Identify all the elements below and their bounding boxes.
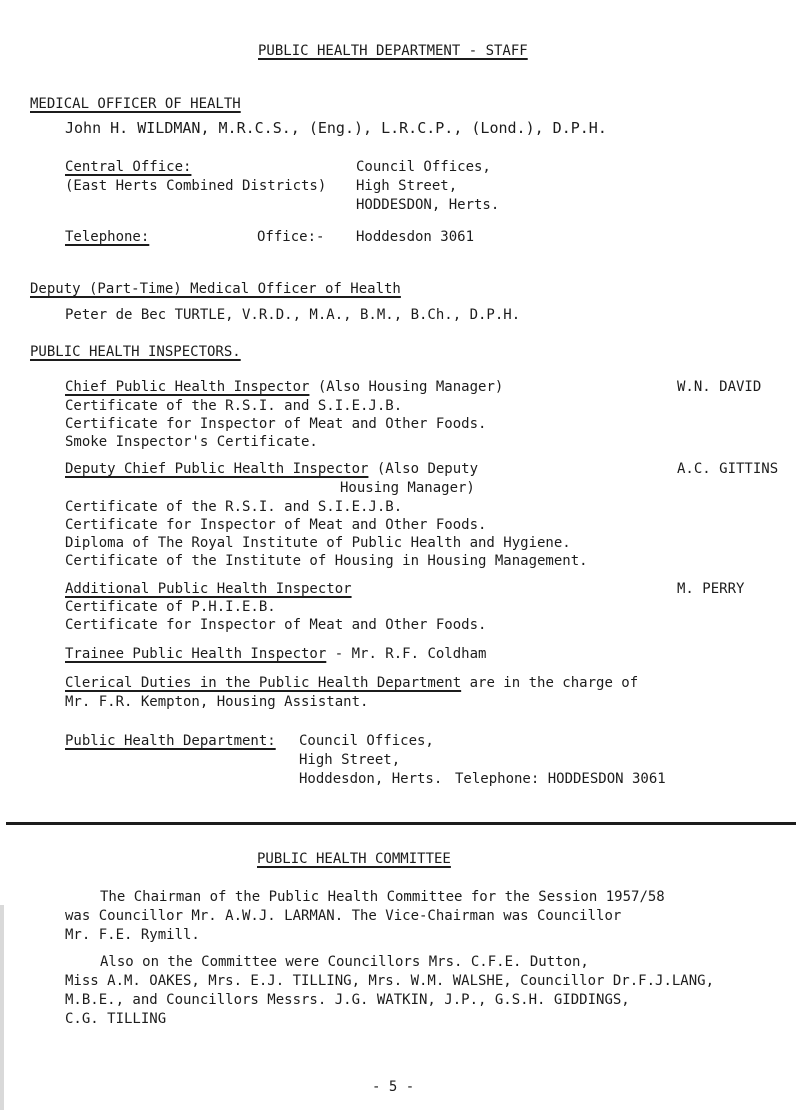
additional-inspector-qualification: Certificate for Inspector of Meat and Other Foods. [65, 617, 487, 633]
committee-paragraph-2-line: M.B.E., and Councillors Messrs. J.G. WATKIN, J.P., G.S.H. GIDDINGS, [65, 992, 630, 1008]
telephone-label: Telephone: [65, 229, 150, 245]
department-address-line-2: High Street, [299, 752, 401, 768]
moh-address-line-2: High Street, [356, 178, 458, 194]
additional-inspector-name: M. PERRY [677, 581, 745, 597]
deputy-moh-heading: Deputy (Part-Time) Medical Officer of Health [30, 281, 401, 297]
committee-paragraph-2-line: Miss A.M. OAKES, Mrs. E.J. TILLING, Mrs. W.M. WALSHE, Councillor Dr.F.J.LANG, [65, 973, 715, 989]
trainee-inspector-name: - Mr. R.F. Coldham [326, 646, 487, 662]
moh-name: John H. WILDMAN, M.R.C.S., (Eng.), L.R.C.P., (Lond.), D.P.H. [65, 119, 607, 137]
page-title: PUBLIC HEALTH DEPARTMENT - STAFF [258, 43, 528, 59]
clerical-duties-suffix: are in the charge of [461, 675, 639, 691]
clerical-duties-line-2: Mr. F.R. Kempton, Housing Assistant. [65, 694, 369, 710]
chief-inspector-qualification: Smoke Inspector's Certificate. [65, 434, 318, 450]
moh-address-line-3: HODDESDON, Herts. [356, 197, 500, 213]
page-number: - 5 - [372, 1079, 415, 1095]
department-address-line-3: Hoddesdon, Herts. [299, 771, 443, 787]
deputy-moh-name: Peter de Bec TURTLE, V.R.D., M.A., B.M., B.Ch., D.P.H. [65, 307, 521, 323]
department-label: Public Health Department: [65, 733, 276, 749]
chief-inspector-title: Chief Public Health Inspector [65, 379, 310, 395]
deputy-chief-qualification: Certificate of the R.S.I. and S.I.E.J.B. [65, 499, 403, 515]
chief-inspector-qualification: Certificate of the R.S.I. and S.I.E.J.B. [65, 398, 403, 414]
chief-inspector-name: W.N. DAVID [677, 379, 762, 395]
telephone-office-label: Office:- [257, 229, 325, 245]
trainee-inspector-line [65, 645, 486, 663]
committee-paragraph-2-line: Also on the Committee were Councillors Mrs. C.F.E. Dutton, [100, 954, 589, 970]
deputy-chief-title: Deputy Chief Public Health Inspector [65, 461, 369, 477]
central-office-label: Central Office: [65, 159, 192, 175]
additional-inspector-title: Additional Public Health Inspector [65, 581, 352, 597]
clerical-duties-title: Clerical Duties in the Public Health Department [65, 675, 462, 691]
deputy-chief-title-suffix: (Also Deputy [368, 461, 479, 477]
additional-inspector-qualification: Certificate of P.H.I.E.B. [65, 599, 276, 615]
inspectors-heading: PUBLIC HEALTH INSPECTORS. [30, 344, 241, 360]
committee-heading: PUBLIC HEALTH COMMITTEE [257, 851, 451, 867]
deputy-chief-name: A.C. GITTINS [677, 461, 779, 477]
central-office-sub: (East Herts Combined Districts) [65, 178, 327, 194]
committee-paragraph-1-line: The Chairman of the Public Health Committee for the Session 1957/58 [100, 889, 665, 905]
telephone-number: Hoddesdon 3061 [356, 229, 475, 245]
committee-paragraph-1-line: was Councillor Mr. A.W.J. LARMAN. The Vice-Chairman was Councillor [65, 908, 622, 924]
chief-inspector-title-suffix: (Also Housing Manager) [309, 379, 504, 395]
deputy-chief-title-cont: Housing Manager) [340, 480, 475, 496]
deputy-chief-qualification: Diploma of The Royal Institute of Public Health and Hygiene. [65, 535, 571, 551]
trainee-inspector-title: Trainee Public Health Inspector [65, 646, 327, 662]
deputy-chief-qualification: Certificate of the Institute of Housing in Housing Management. [65, 553, 588, 569]
committee-paragraph-1-line: Mr. F.E. Rymill. [65, 927, 200, 943]
department-telephone: Telephone: HODDESDON 3061 [455, 771, 666, 787]
clerical-duties-line [65, 674, 638, 692]
scan-edge-shadow [0, 905, 4, 1110]
chief-inspector-title-line [65, 378, 503, 396]
department-address-line-1: Council Offices, [299, 733, 434, 749]
deputy-chief-title-line [65, 460, 478, 478]
moh-heading: MEDICAL OFFICER OF HEALTH [30, 96, 241, 112]
moh-address-line-1: Council Offices, [356, 159, 491, 175]
chief-inspector-qualification: Certificate for Inspector of Meat and Other Foods. [65, 416, 487, 432]
committee-paragraph-2-line: C.G. TILLING [65, 1011, 167, 1027]
deputy-chief-qualification: Certificate for Inspector of Meat and Other Foods. [65, 517, 487, 533]
section-divider [6, 822, 796, 825]
